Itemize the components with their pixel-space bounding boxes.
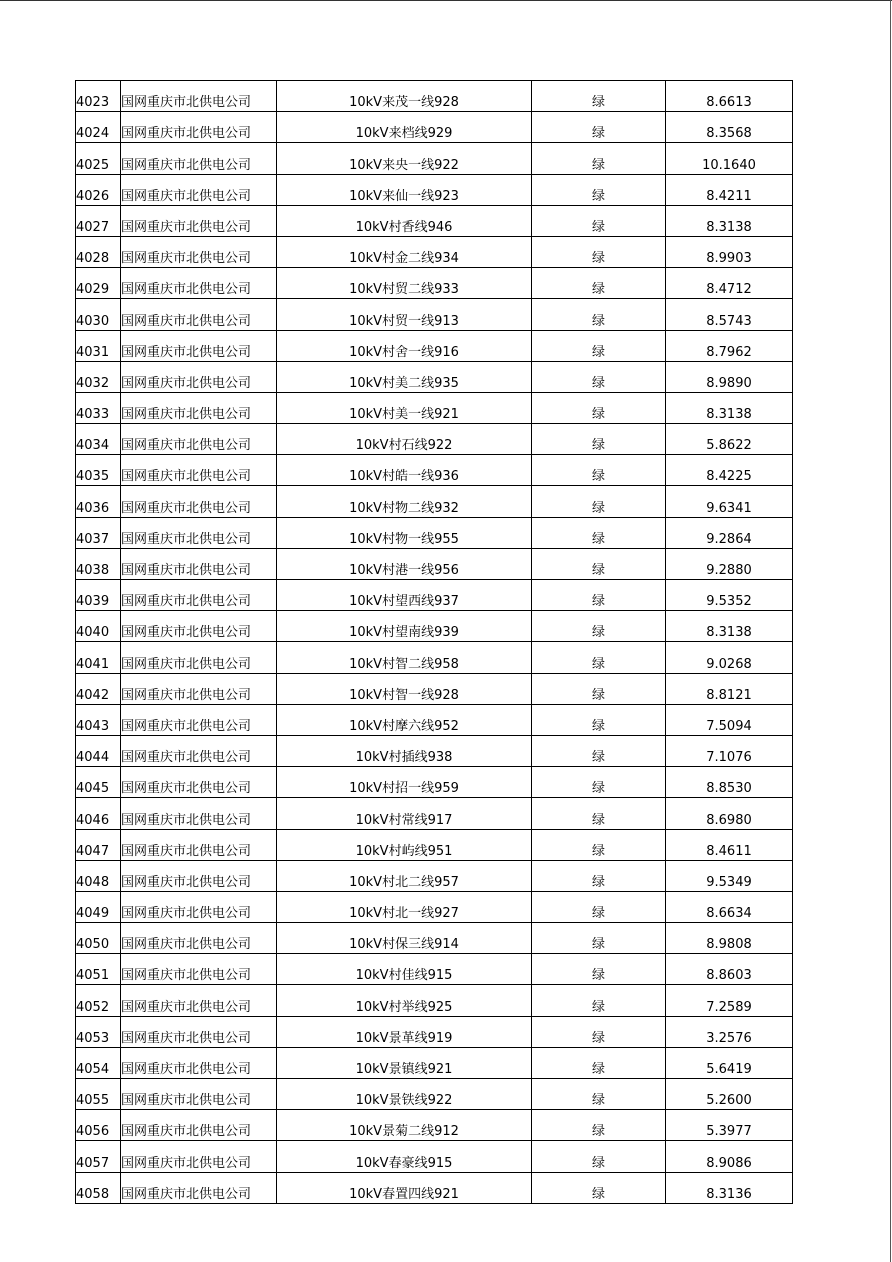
table-row [76, 1079, 793, 1110]
line-name-cell: 10kV村金二线934 [277, 236, 532, 267]
color-grade-cell: 绿 [532, 860, 666, 891]
color-grade-cell: 绿 [532, 829, 666, 860]
company-cell: 国网重庆市北供电公司 [121, 268, 277, 299]
row-id-cell: 4035 [76, 455, 121, 486]
company-cell: 国网重庆市北供电公司 [121, 424, 277, 455]
company-cell: 国网重庆市北供电公司 [121, 174, 277, 205]
color-grade-cell: 绿 [532, 392, 666, 423]
line-name-cell: 10kV村北一线927 [277, 891, 532, 922]
table-row [76, 455, 793, 486]
row-id-cell: 4049 [76, 891, 121, 922]
company-cell: 国网重庆市北供电公司 [121, 1110, 277, 1141]
line-name-cell: 10kV景革线919 [277, 1016, 532, 1047]
color-grade-cell: 绿 [532, 1110, 666, 1141]
color-grade-cell: 绿 [532, 548, 666, 579]
company-cell: 国网重庆市北供电公司 [121, 299, 277, 330]
company-cell: 国网重庆市北供电公司 [121, 392, 277, 423]
color-grade-cell: 绿 [532, 330, 666, 361]
color-grade-cell: 绿 [532, 424, 666, 455]
company-cell: 国网重庆市北供电公司 [121, 673, 277, 704]
company-cell: 国网重庆市北供电公司 [121, 891, 277, 922]
value-cell: 8.4225 [666, 455, 793, 486]
row-id-cell: 4025 [76, 143, 121, 174]
row-id-cell: 4043 [76, 704, 121, 735]
color-grade-cell: 绿 [532, 1141, 666, 1172]
color-grade-cell: 绿 [532, 642, 666, 673]
row-id-cell: 4047 [76, 829, 121, 860]
color-grade-cell: 绿 [532, 1172, 666, 1203]
line-name-cell: 10kV村摩六线952 [277, 704, 532, 735]
line-name-cell: 10kV来茂一线928 [277, 81, 532, 112]
line-name-cell: 10kV村贸二线933 [277, 268, 532, 299]
value-cell: 8.3138 [666, 611, 793, 642]
table-row [76, 330, 793, 361]
row-id-cell: 4044 [76, 735, 121, 766]
value-cell: 3.2576 [666, 1016, 793, 1047]
value-cell: 9.5349 [666, 860, 793, 891]
row-id-cell: 4034 [76, 424, 121, 455]
color-grade-cell: 绿 [532, 580, 666, 611]
value-cell: 9.5352 [666, 580, 793, 611]
table-row [76, 954, 793, 985]
row-id-cell: 4037 [76, 517, 121, 548]
table-row [76, 642, 793, 673]
row-id-cell: 4024 [76, 112, 121, 143]
row-id-cell: 4045 [76, 767, 121, 798]
color-grade-cell: 绿 [532, 923, 666, 954]
value-cell: 9.2880 [666, 548, 793, 579]
color-grade-cell: 绿 [532, 735, 666, 766]
table-row [76, 174, 793, 205]
company-cell: 国网重庆市北供电公司 [121, 860, 277, 891]
feeder-table [75, 80, 793, 1204]
row-id-cell: 4032 [76, 361, 121, 392]
color-grade-cell: 绿 [532, 236, 666, 267]
table-row [76, 486, 793, 517]
table-row [76, 673, 793, 704]
table-row [76, 1047, 793, 1078]
line-name-cell: 10kV村美一线921 [277, 392, 532, 423]
value-cell: 8.6634 [666, 891, 793, 922]
table-row [76, 143, 793, 174]
table-row [76, 81, 793, 112]
color-grade-cell: 绿 [532, 143, 666, 174]
line-name-cell: 10kV村美二线935 [277, 361, 532, 392]
value-cell: 8.9890 [666, 361, 793, 392]
value-cell: 8.9086 [666, 1141, 793, 1172]
value-cell: 8.4611 [666, 829, 793, 860]
color-grade-cell: 绿 [532, 767, 666, 798]
color-grade-cell: 绿 [532, 891, 666, 922]
company-cell: 国网重庆市北供电公司 [121, 580, 277, 611]
value-cell: 8.8530 [666, 767, 793, 798]
row-id-cell: 4042 [76, 673, 121, 704]
row-id-cell: 4029 [76, 268, 121, 299]
value-cell: 8.8121 [666, 673, 793, 704]
color-grade-cell: 绿 [532, 517, 666, 548]
line-name-cell: 10kV村石线922 [277, 424, 532, 455]
row-id-cell: 4030 [76, 299, 121, 330]
table-row [76, 236, 793, 267]
row-id-cell: 4050 [76, 923, 121, 954]
table-row [76, 704, 793, 735]
company-cell: 国网重庆市北供电公司 [121, 642, 277, 673]
page-top-border [0, 0, 892, 1]
color-grade-cell: 绿 [532, 704, 666, 735]
table-body [76, 81, 793, 1204]
company-cell: 国网重庆市北供电公司 [121, 548, 277, 579]
line-name-cell: 10kV景菊二线912 [277, 1110, 532, 1141]
table-row [76, 735, 793, 766]
value-cell: 5.6419 [666, 1047, 793, 1078]
table-row [76, 923, 793, 954]
row-id-cell: 4057 [76, 1141, 121, 1172]
table-row [76, 1172, 793, 1203]
value-cell: 8.9903 [666, 236, 793, 267]
table-row [76, 299, 793, 330]
row-id-cell: 4048 [76, 860, 121, 891]
company-cell: 国网重庆市北供电公司 [121, 361, 277, 392]
company-cell: 国网重庆市北供电公司 [121, 954, 277, 985]
company-cell: 国网重庆市北供电公司 [121, 81, 277, 112]
value-cell: 8.9808 [666, 923, 793, 954]
line-name-cell: 10kV来央一线922 [277, 143, 532, 174]
row-id-cell: 4046 [76, 798, 121, 829]
value-cell: 9.0268 [666, 642, 793, 673]
row-id-cell: 4058 [76, 1172, 121, 1203]
line-name-cell: 10kV村智二线958 [277, 642, 532, 673]
value-cell: 8.3138 [666, 392, 793, 423]
company-cell: 国网重庆市北供电公司 [121, 1172, 277, 1203]
row-id-cell: 4055 [76, 1079, 121, 1110]
value-cell: 5.2600 [666, 1079, 793, 1110]
line-name-cell: 10kV春置四线921 [277, 1172, 532, 1203]
row-id-cell: 4033 [76, 392, 121, 423]
table-row [76, 611, 793, 642]
line-name-cell: 10kV村物二线932 [277, 486, 532, 517]
value-cell: 7.1076 [666, 735, 793, 766]
value-cell: 9.6341 [666, 486, 793, 517]
table-row [76, 1016, 793, 1047]
company-cell: 国网重庆市北供电公司 [121, 236, 277, 267]
company-cell: 国网重庆市北供电公司 [121, 455, 277, 486]
color-grade-cell: 绿 [532, 268, 666, 299]
value-cell: 8.3568 [666, 112, 793, 143]
company-cell: 国网重庆市北供电公司 [121, 985, 277, 1016]
page-right-border [890, 0, 891, 1262]
line-name-cell: 10kV来档线929 [277, 112, 532, 143]
value-cell: 8.8603 [666, 954, 793, 985]
company-cell: 国网重庆市北供电公司 [121, 1016, 277, 1047]
color-grade-cell: 绿 [532, 954, 666, 985]
line-name-cell: 10kV村物一线955 [277, 517, 532, 548]
color-grade-cell: 绿 [532, 611, 666, 642]
table-row [76, 798, 793, 829]
color-grade-cell: 绿 [532, 205, 666, 236]
row-id-cell: 4038 [76, 548, 121, 579]
color-grade-cell: 绿 [532, 798, 666, 829]
line-name-cell: 10kV村佳线915 [277, 954, 532, 985]
row-id-cell: 4053 [76, 1016, 121, 1047]
table-row [76, 580, 793, 611]
table-row [76, 829, 793, 860]
value-cell: 8.5743 [666, 299, 793, 330]
line-name-cell: 10kV村举线925 [277, 985, 532, 1016]
row-id-cell: 4027 [76, 205, 121, 236]
company-cell: 国网重庆市北供电公司 [121, 611, 277, 642]
table-row [76, 985, 793, 1016]
table-row [76, 1141, 793, 1172]
color-grade-cell: 绿 [532, 1016, 666, 1047]
table-row [76, 548, 793, 579]
line-name-cell: 10kV村舍一线916 [277, 330, 532, 361]
row-id-cell: 4054 [76, 1047, 121, 1078]
company-cell: 国网重庆市北供电公司 [121, 1047, 277, 1078]
row-id-cell: 4031 [76, 330, 121, 361]
line-name-cell: 10kV村望南线939 [277, 611, 532, 642]
color-grade-cell: 绿 [532, 81, 666, 112]
value-cell: 8.3138 [666, 205, 793, 236]
value-cell: 8.6613 [666, 81, 793, 112]
table-row [76, 424, 793, 455]
row-id-cell: 4041 [76, 642, 121, 673]
line-name-cell: 10kV村保三线914 [277, 923, 532, 954]
row-id-cell: 4026 [76, 174, 121, 205]
value-cell: 10.1640 [666, 143, 793, 174]
value-cell: 8.7962 [666, 330, 793, 361]
table-row [76, 112, 793, 143]
line-name-cell: 10kV春豪线915 [277, 1141, 532, 1172]
color-grade-cell: 绿 [532, 299, 666, 330]
line-name-cell: 10kV景镇线921 [277, 1047, 532, 1078]
table-row [76, 767, 793, 798]
company-cell: 国网重庆市北供电公司 [121, 486, 277, 517]
line-name-cell: 10kV村望西线937 [277, 580, 532, 611]
row-id-cell: 4028 [76, 236, 121, 267]
table-row [76, 392, 793, 423]
line-name-cell: 10kV村皓一线936 [277, 455, 532, 486]
line-name-cell: 10kV村常线917 [277, 798, 532, 829]
table-row [76, 860, 793, 891]
row-id-cell: 4036 [76, 486, 121, 517]
color-grade-cell: 绿 [532, 673, 666, 704]
value-cell: 7.5094 [666, 704, 793, 735]
table-row [76, 891, 793, 922]
line-name-cell: 10kV村招一线959 [277, 767, 532, 798]
value-cell: 5.3977 [666, 1110, 793, 1141]
color-grade-cell: 绿 [532, 1079, 666, 1110]
table-row [76, 205, 793, 236]
company-cell: 国网重庆市北供电公司 [121, 829, 277, 860]
company-cell: 国网重庆市北供电公司 [121, 923, 277, 954]
color-grade-cell: 绿 [532, 985, 666, 1016]
row-id-cell: 4052 [76, 985, 121, 1016]
row-id-cell: 4056 [76, 1110, 121, 1141]
line-name-cell: 10kV村北二线957 [277, 860, 532, 891]
line-name-cell: 10kV村屿线951 [277, 829, 532, 860]
company-cell: 国网重庆市北供电公司 [121, 767, 277, 798]
row-id-cell: 4040 [76, 611, 121, 642]
line-name-cell: 10kV来仙一线923 [277, 174, 532, 205]
line-name-cell: 10kV景铁线922 [277, 1079, 532, 1110]
color-grade-cell: 绿 [532, 486, 666, 517]
value-cell: 5.8622 [666, 424, 793, 455]
company-cell: 国网重庆市北供电公司 [121, 1141, 277, 1172]
color-grade-cell: 绿 [532, 112, 666, 143]
value-cell: 7.2589 [666, 985, 793, 1016]
table-row [76, 1110, 793, 1141]
row-id-cell: 4023 [76, 81, 121, 112]
value-cell: 8.4712 [666, 268, 793, 299]
line-name-cell: 10kV村插线938 [277, 735, 532, 766]
company-cell: 国网重庆市北供电公司 [121, 798, 277, 829]
company-cell: 国网重庆市北供电公司 [121, 143, 277, 174]
color-grade-cell: 绿 [532, 361, 666, 392]
row-id-cell: 4051 [76, 954, 121, 985]
value-cell: 8.6980 [666, 798, 793, 829]
company-cell: 国网重庆市北供电公司 [121, 517, 277, 548]
table-row [76, 517, 793, 548]
line-name-cell: 10kV村智一线928 [277, 673, 532, 704]
table-row [76, 361, 793, 392]
table-row [76, 268, 793, 299]
value-cell: 8.3136 [666, 1172, 793, 1203]
company-cell: 国网重庆市北供电公司 [121, 735, 277, 766]
company-cell: 国网重庆市北供电公司 [121, 205, 277, 236]
value-cell: 8.4211 [666, 174, 793, 205]
line-name-cell: 10kV村港一线956 [277, 548, 532, 579]
color-grade-cell: 绿 [532, 1047, 666, 1078]
color-grade-cell: 绿 [532, 174, 666, 205]
line-name-cell: 10kV村香线946 [277, 205, 532, 236]
line-name-cell: 10kV村贸一线913 [277, 299, 532, 330]
value-cell: 9.2864 [666, 517, 793, 548]
row-id-cell: 4039 [76, 580, 121, 611]
color-grade-cell: 绿 [532, 455, 666, 486]
company-cell: 国网重庆市北供电公司 [121, 330, 277, 361]
company-cell: 国网重庆市北供电公司 [121, 704, 277, 735]
company-cell: 国网重庆市北供电公司 [121, 1079, 277, 1110]
company-cell: 国网重庆市北供电公司 [121, 112, 277, 143]
